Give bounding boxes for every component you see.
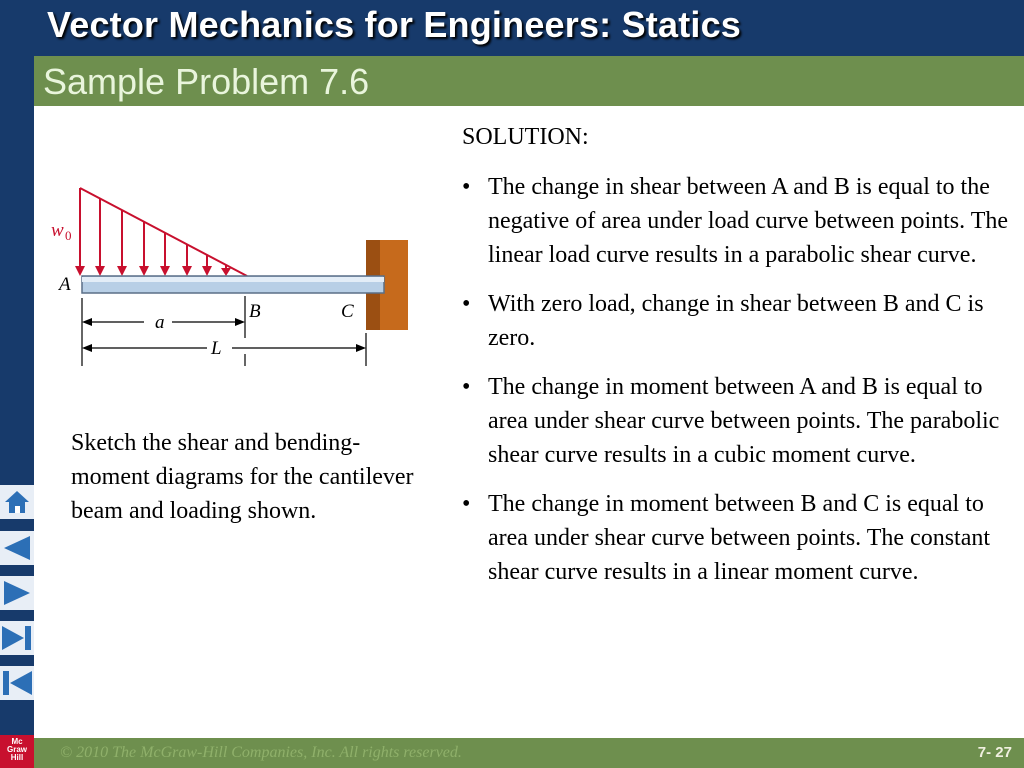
dimension-l-label: L bbox=[211, 338, 222, 359]
point-c-label: C bbox=[341, 301, 354, 322]
load-arrowhead bbox=[221, 268, 231, 276]
load-arrowhead bbox=[139, 266, 149, 276]
dimension-arrowhead bbox=[82, 344, 92, 352]
solution-section bbox=[462, 120, 1017, 604]
back-icon bbox=[0, 666, 34, 700]
load-arrowhead bbox=[160, 266, 170, 276]
load-label: w bbox=[51, 220, 64, 241]
load-arrowhead bbox=[202, 266, 212, 276]
last-icon bbox=[0, 621, 34, 655]
dimension-a-label: a bbox=[155, 312, 165, 333]
last-slide-button[interactable] bbox=[0, 621, 34, 655]
book-title: Vector Mechanics for Engineers: Statics bbox=[47, 4, 742, 45]
previous-icon bbox=[0, 531, 34, 565]
logo-text: Mc Graw Hill bbox=[6, 737, 27, 762]
beam-highlight bbox=[82, 277, 384, 282]
home-icon bbox=[0, 485, 34, 519]
load-arrowhead bbox=[95, 266, 105, 276]
previous-button[interactable] bbox=[0, 531, 34, 565]
mcgraw-hill-logo bbox=[0, 735, 34, 768]
solution-bullet: • The change in moment between A and B is equal to area under shear curve between points. The parabolic shear curve results in a cubic moment curve. bbox=[462, 370, 1017, 472]
dimension-arrowhead bbox=[356, 344, 366, 352]
solution-bullet: • The change in shear between A and B is equal to the negative of area under load curve between points. The linear load curve results in a parabolic shear curve. bbox=[462, 170, 1017, 272]
copyright-text: © 2010 The McGraw-Hill Companies, Inc. All rights reserved. bbox=[60, 744, 462, 761]
next-icon bbox=[0, 576, 34, 610]
solution-bullet: • The change in moment between B and C is equal to area under shear curve between points. The constant shear curve results in a linear moment curve. bbox=[462, 487, 1017, 589]
next-button[interactable] bbox=[0, 576, 34, 610]
point-b-label: B bbox=[249, 301, 261, 322]
load-arrowhead bbox=[182, 266, 192, 276]
beam-diagram bbox=[44, 178, 424, 378]
load-arrowhead bbox=[75, 266, 85, 276]
dimension-arrowhead bbox=[235, 318, 245, 326]
home-button[interactable] bbox=[0, 485, 34, 519]
problem-statement: Sketch the shear and bending-moment diagrams for the cantilever beam and loading shown. bbox=[71, 430, 414, 524]
dimension-arrowhead bbox=[82, 318, 92, 326]
back-button[interactable] bbox=[0, 666, 34, 700]
cantilever-beam-figure bbox=[44, 178, 424, 383]
load-subscript: 0 bbox=[65, 228, 72, 243]
load-curve bbox=[80, 188, 247, 276]
page-number: 7- 27 bbox=[977, 744, 1012, 761]
point-a-label: A bbox=[59, 274, 71, 295]
solution-bullet: • With zero load, change in shear between B and C is zero. bbox=[462, 287, 1017, 355]
load-arrowhead bbox=[117, 266, 127, 276]
page-title: Sample Problem 7.6 bbox=[43, 61, 370, 102]
solution-title: SOLUTION: bbox=[462, 124, 589, 150]
